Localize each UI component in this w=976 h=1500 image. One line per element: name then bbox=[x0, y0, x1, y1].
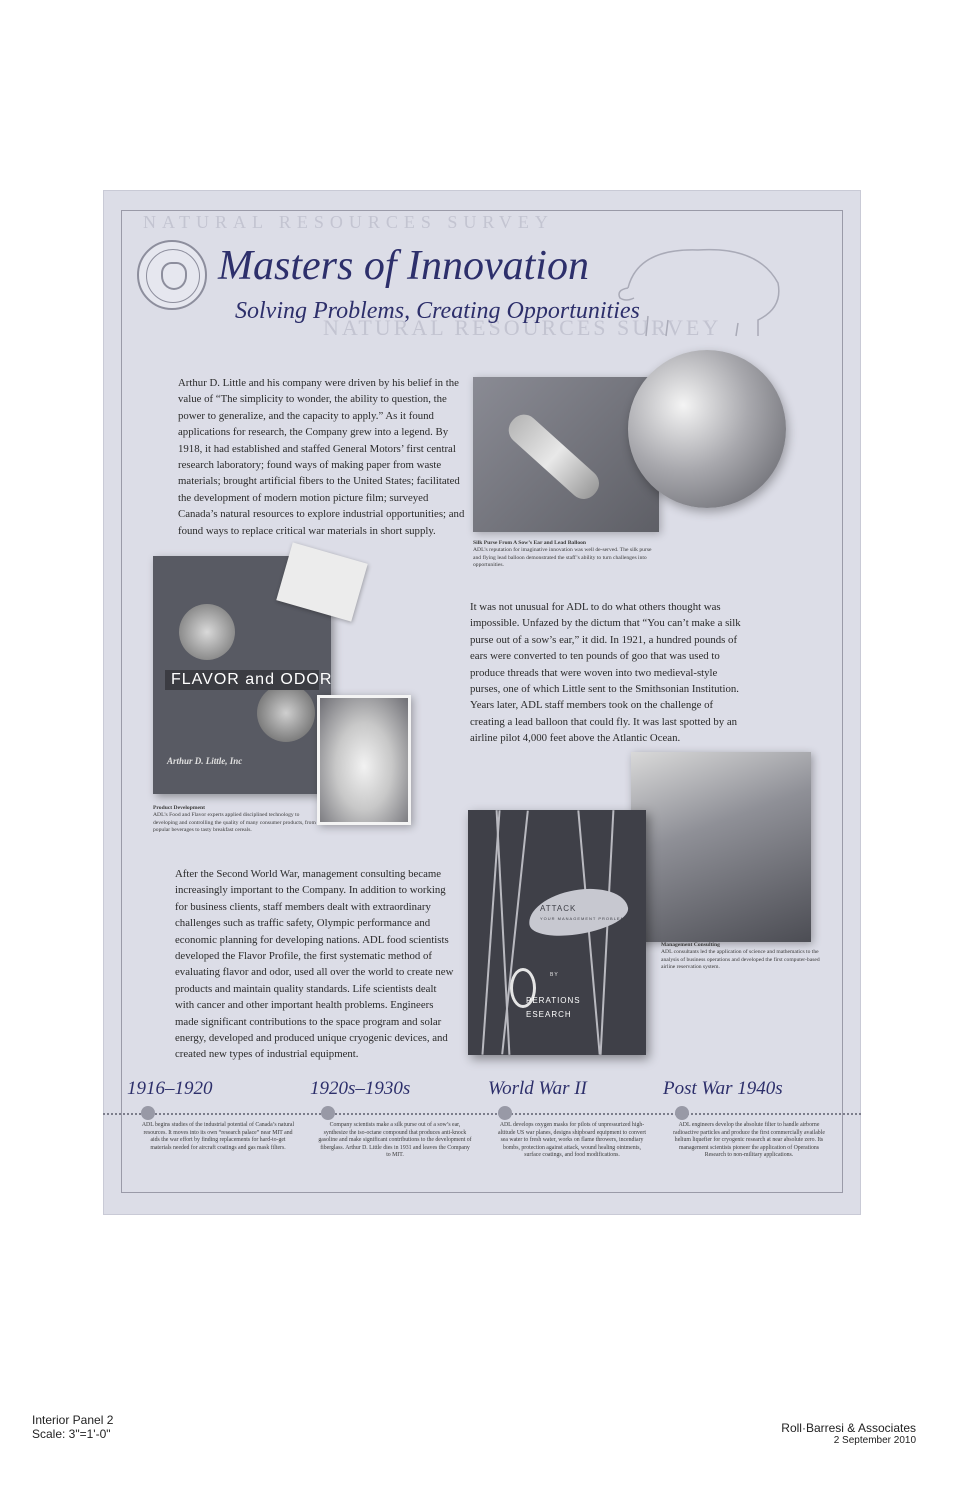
caption-text: ADL consultants led the application of science and mathematics to the analysis of business operations and developed the first computer-based airline reservation system. bbox=[661, 949, 820, 971]
silk-purse-photo bbox=[473, 377, 659, 532]
timeline-heading: 1916–1920 bbox=[127, 1078, 213, 1099]
timeline-dot bbox=[141, 1106, 155, 1120]
exhibit-panel bbox=[103, 190, 861, 1215]
book-by-label: BY bbox=[550, 972, 559, 978]
management-consulting-photo bbox=[631, 752, 811, 942]
panel-subtitle: Solving Problems, Creating Opportunities bbox=[235, 298, 640, 324]
caption-title: Silk Purse From A Sow’s Ear and Lead Balloon bbox=[473, 540, 587, 546]
book-leaf-title: ATTACK bbox=[540, 904, 577, 913]
lead-balloon-photo bbox=[628, 350, 786, 508]
book-leaf-subtitle: YOUR MANAGEMENT PROBLEMS bbox=[540, 916, 629, 921]
book-cover-title: FLAVOR and ODOR bbox=[165, 670, 319, 690]
book-title bbox=[526, 994, 581, 1022]
timeline-dot bbox=[498, 1106, 512, 1120]
timeline-dot bbox=[321, 1106, 335, 1120]
footer-date: 2 September 2010 bbox=[833, 1435, 916, 1446]
timeline-entry-text: Company scientists make a silk purse out of a sow’s ear, synthesize the iso-octane compound that produces anti-knock gasoline and make significant contributions to the development of fiberglass. Arthur D. Little dies in 1931 and leaves the Company to MIT. bbox=[318, 1122, 472, 1159]
caption-text: ADL’s reputation for imaginative innovation was well de-served. The silk purse and flying lead balloon demonstrated the staff’s ability to turn challenges into opportunities. bbox=[473, 547, 652, 569]
postwar-paragraph: After the Second World War, management consulting became increasingly important to the Company. In addition to working for business clients, staff members dealt with extraordinary challenges such as traffic safety, Olympic performance and economic planning for developing nations. ADL food scientists developed the Flavor Profile, the first systematic method of evaluating flavor and odor, used all over the world to create new products and maintain quality standards. Life scientists dealt with cancer and other important health problems. Engineers made significant contributions to the space program and solar energy, developed and produced unique cryogenic devices, and created new types of industrial equipment. bbox=[175, 868, 454, 1061]
background-watermark: NATURAL RESOURCES SURVEY bbox=[143, 212, 554, 232]
child-tasting-photo bbox=[317, 695, 411, 825]
flavor-odor-book bbox=[153, 556, 331, 794]
company-seal-icon bbox=[137, 240, 207, 310]
timeline-line bbox=[103, 1113, 861, 1115]
timeline-heading: World War II bbox=[488, 1078, 587, 1099]
silk-purse-caption bbox=[473, 540, 653, 570]
footer-left bbox=[32, 1413, 113, 1441]
operations-research-book bbox=[468, 810, 646, 1055]
timeline-heading: Post War 1940s bbox=[663, 1078, 783, 1099]
book-publisher: Arthur D. Little, Inc bbox=[167, 756, 243, 766]
timeline-entry-text: ADL develops oxygen masks for pilots of unpressurized high-altitude US war planes, designs shipboard equipment to convert sea water to fresh water, works on flame throwers, incendiary bombs, protection against attack, wound healing ointments, surface coatings, and food modifications. bbox=[498, 1122, 646, 1159]
caption-title: Product Development bbox=[153, 805, 205, 811]
book-title-line1: PERATIONS bbox=[526, 996, 581, 1005]
panel-scale: Scale: 3"=1'-0" bbox=[32, 1427, 111, 1441]
background-watermark: NATURAL RESOURCES SURVEY bbox=[323, 315, 722, 340]
timeline-entry-text: ADL engineers develop the absolute filter to handle airborne radioactive particles and produce the first commercially available helium liquefier for cryogenic research at near absolute zero. Its management scientists pioneer the application of Operations Research to non-military applications. bbox=[673, 1122, 825, 1159]
management-consulting-caption bbox=[661, 942, 831, 972]
footer-right bbox=[781, 1421, 916, 1447]
timeline-dot bbox=[675, 1106, 689, 1120]
timeline-heading: 1920s–1930s bbox=[310, 1078, 411, 1099]
product-development-caption bbox=[153, 805, 323, 835]
caption-text: ADL’s Food and Flavor experts applied disciplined technology to developing and controlling the quality of many consumer products, from popular beverages to tasty breakfast cereals. bbox=[153, 812, 316, 834]
book-title-line2: ESEARCH bbox=[526, 1010, 572, 1019]
silk-purse-paragraph: It was not unusual for ADL to do what others thought was impossible. Unfazed by the dictum that “You can’t make a silk purse out of a sow’s ear,” it did. In 1921, a hundred pounds of ears were converted to ten pounds of goo that was used to produce threads that were woven into two medieval-style purses, one of which Little sent to the Smithsonian Institution. Years later, ADL staff members took on the challenge of creating a lead balloon that could fly. It was last spotted by an airline pilot 4,000 feet above the Atlantic Ocean. bbox=[470, 601, 741, 745]
firm-name: Roll·Barresi & Associates bbox=[781, 1421, 916, 1435]
caption-title: Management Consulting bbox=[661, 942, 720, 948]
intro-paragraph: Arthur D. Little and his company were driven by his belief in the value of “The simplicity to wonder, the ability to question, the power to generalize, and the capacity to apply.” As it found applications for research, the Company grew into a legend. By 1918, it had established and staffed General Motors’ first central research laboratory; found ways of making paper from waste materials; brought artificial fibers to the United States; facilitated the development of modern motion picture film; surveyed Canada’s natural resources to explore industrial opportunities; and found ways to replace critical war materials in short supply. bbox=[178, 377, 465, 537]
panel-title: Masters of Innovation bbox=[218, 243, 589, 289]
panel-name: Interior Panel 2 bbox=[32, 1413, 114, 1427]
timeline-entry-text: ADL begins studies of the industrial potential of Canada’s natural resources. It moves into its own “research palace” near MIT and aids the war effort by finding replacements for hard-to-get materials needed for aircraft coatings and gas mask filters. bbox=[141, 1122, 295, 1151]
